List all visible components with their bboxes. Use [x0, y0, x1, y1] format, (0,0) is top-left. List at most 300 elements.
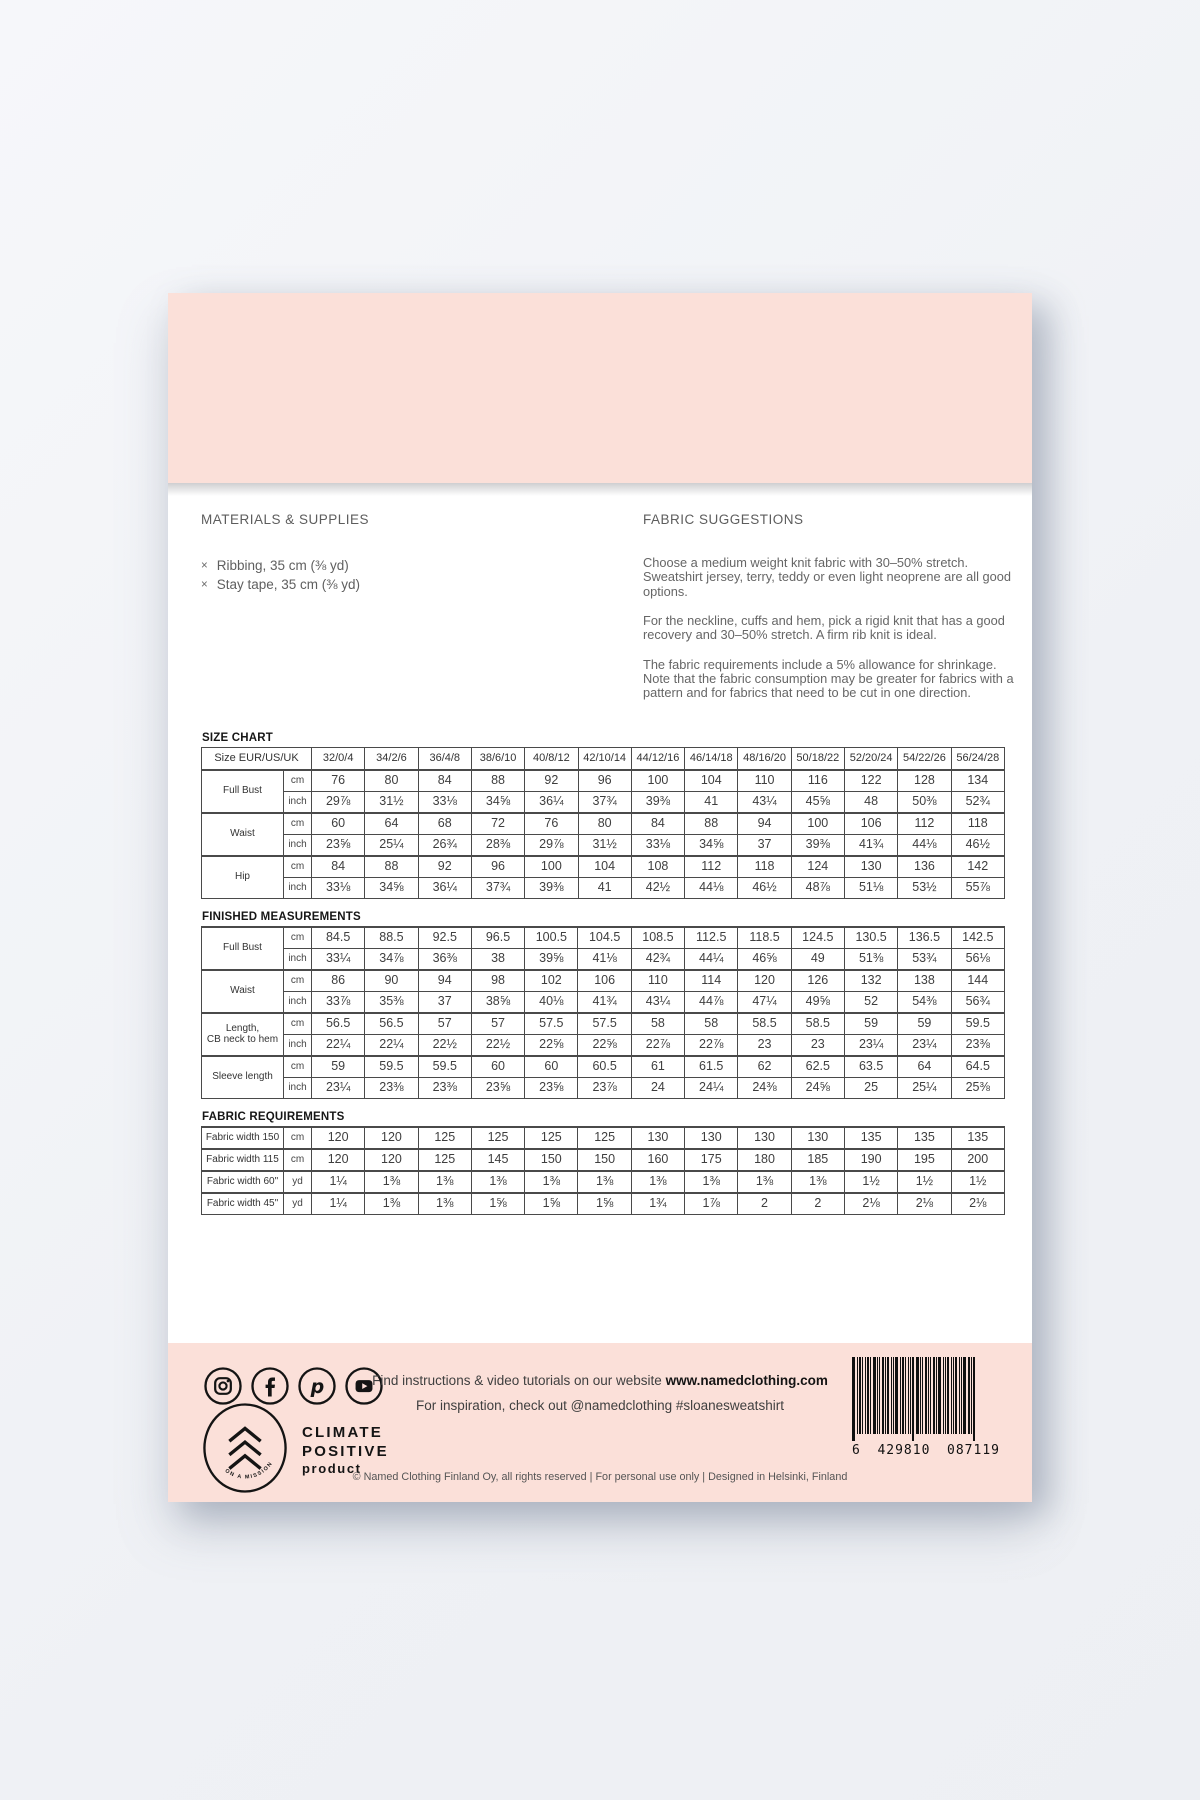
value-cell: 48⅞: [791, 878, 844, 899]
barcode-bars: [852, 1357, 1000, 1441]
value-cell: 31½: [578, 835, 631, 857]
value-cell: 22¼: [312, 1035, 365, 1057]
table-row: [202, 878, 1005, 899]
value-cell: 33¼: [312, 949, 365, 971]
table-row: [202, 1078, 1005, 1099]
size-header-cell: 42/10/14: [578, 748, 631, 771]
value-cell: 22⅞: [685, 1035, 738, 1057]
value-cell: 22⅞: [631, 1035, 684, 1057]
barcode-digit-group: 087119: [947, 1443, 1000, 1458]
value-cell: 76: [525, 813, 578, 835]
value-cell: 59.5: [951, 1013, 1004, 1035]
value-cell: 1⅜: [418, 1171, 471, 1193]
value-cell: 56.5: [365, 1013, 418, 1035]
footer-band: [168, 1343, 1032, 1502]
value-cell: 35⅜: [365, 992, 418, 1014]
unit-cell: cm: [284, 856, 312, 878]
value-cell: 185: [791, 1149, 844, 1171]
value-cell: 125: [525, 1127, 578, 1149]
value-cell: 28⅜: [471, 835, 524, 857]
value-cell: 31½: [365, 792, 418, 814]
row-label: Full Bust: [202, 770, 284, 813]
barcode-digit-group: 429810: [877, 1443, 931, 1458]
table-row: [202, 1149, 1005, 1171]
value-cell: 23⅝: [471, 1078, 524, 1099]
value-cell: 1¼: [312, 1193, 365, 1215]
value-cell: 130: [685, 1127, 738, 1149]
value-cell: 37¾: [578, 792, 631, 814]
value-cell: 1⅝: [578, 1193, 631, 1215]
table-row: [202, 813, 1005, 835]
value-cell: 100: [631, 770, 684, 792]
value-cell: 58: [685, 1013, 738, 1035]
value-cell: 40⅛: [525, 992, 578, 1014]
table-row: [202, 1056, 1005, 1078]
value-cell: 43¼: [738, 792, 791, 814]
value-cell: 58.5: [738, 1013, 791, 1035]
unit-cell: cm: [284, 1056, 312, 1078]
value-cell: 112: [898, 813, 951, 835]
value-cell: 142.5: [951, 927, 1004, 949]
value-cell: 150: [525, 1149, 578, 1171]
value-cell: 136.5: [898, 927, 951, 949]
value-cell: 98: [471, 970, 524, 992]
cover-band-shadow: [168, 483, 1032, 496]
value-cell: 112: [685, 856, 738, 878]
value-cell: 130.5: [844, 927, 897, 949]
value-cell: 59: [844, 1013, 897, 1035]
value-cell: 42½: [631, 878, 684, 899]
value-cell: 56¾: [951, 992, 1004, 1014]
value-cell: 106: [844, 813, 897, 835]
value-cell: 76: [312, 770, 365, 792]
value-cell: 38⅝: [471, 992, 524, 1014]
value-cell: 34⅞: [365, 949, 418, 971]
value-cell: 135: [951, 1127, 1004, 1149]
value-cell: 134: [951, 770, 1004, 792]
value-cell: 41¾: [844, 835, 897, 857]
value-cell: 37: [738, 835, 791, 857]
value-cell: 2⅛: [844, 1193, 897, 1215]
value-cell: 60: [525, 1056, 578, 1078]
size-header-cell: 52/20/24: [844, 748, 897, 771]
value-cell: 106: [578, 970, 631, 992]
value-cell: 2⅛: [898, 1193, 951, 1215]
materials-title: MATERIALS & SUPPLIES: [201, 512, 370, 527]
value-cell: 42¾: [631, 949, 684, 971]
value-cell: 125: [418, 1127, 471, 1149]
value-cell: 1½: [898, 1171, 951, 1193]
value-cell: 62: [738, 1056, 791, 1078]
measurement-tables: [201, 720, 1005, 1215]
value-cell: 51⅛: [844, 878, 897, 899]
value-cell: 92: [525, 770, 578, 792]
value-cell: 1⅜: [791, 1171, 844, 1193]
value-cell: 1¾: [631, 1193, 684, 1215]
value-cell: 41: [578, 878, 631, 899]
row-label: Length, CB neck to hem: [202, 1013, 284, 1056]
value-cell: 23⅞: [578, 1078, 631, 1099]
value-cell: 100.5: [525, 927, 578, 949]
value-cell: 1⅜: [471, 1171, 524, 1193]
value-cell: 45⅝: [791, 792, 844, 814]
value-cell: 88: [471, 770, 524, 792]
value-cell: 61: [631, 1056, 684, 1078]
value-cell: 24⅝: [791, 1078, 844, 1099]
row-label: Fabric width 60": [202, 1171, 284, 1193]
value-cell: 104.5: [578, 927, 631, 949]
value-cell: 110: [631, 970, 684, 992]
value-cell: 96: [471, 856, 524, 878]
value-cell: 118: [738, 856, 791, 878]
value-cell: 46½: [951, 835, 1004, 857]
value-cell: 56⅛: [951, 949, 1004, 971]
value-cell: 142: [951, 856, 1004, 878]
value-cell: 36⅜: [418, 949, 471, 971]
value-cell: 145: [471, 1149, 524, 1171]
value-cell: 124: [791, 856, 844, 878]
value-cell: 46⅝: [738, 949, 791, 971]
unit-cell: inch: [284, 992, 312, 1014]
value-cell: 54⅜: [898, 992, 951, 1014]
value-cell: 118: [951, 813, 1004, 835]
climate-logo-text: CLIMATE POSITIVE product: [302, 1424, 389, 1476]
value-cell: 1¼: [312, 1171, 365, 1193]
value-cell: 49: [791, 949, 844, 971]
value-cell: 25: [844, 1078, 897, 1099]
footer-text: [348, 1373, 852, 1413]
unit-cell: cm: [284, 770, 312, 792]
value-cell: 1⅜: [631, 1171, 684, 1193]
size-chart-table: [201, 747, 1005, 899]
value-cell: 1⅞: [685, 1193, 738, 1215]
paragraph: Choose a medium weight knit fabric with 30–50% stretch. Sweatshirt jersey, terry, teddy or even light neoprene are all good options.: [643, 555, 1011, 599]
fabric-requirements-table: [201, 1126, 1005, 1215]
value-cell: 102: [525, 970, 578, 992]
value-cell: 1⅝: [471, 1193, 524, 1215]
value-cell: 92: [418, 856, 471, 878]
value-cell: 2: [791, 1193, 844, 1215]
value-cell: 135: [898, 1127, 951, 1149]
value-cell: 180: [738, 1149, 791, 1171]
value-cell: 33⅛: [418, 792, 471, 814]
value-cell: 1⅜: [365, 1193, 418, 1215]
facebook-icon: [251, 1367, 289, 1405]
value-cell: 50⅜: [898, 792, 951, 814]
value-cell: 80: [578, 813, 631, 835]
pinterest-icon: [298, 1367, 336, 1405]
value-cell: 122: [844, 770, 897, 792]
value-cell: 23¼: [312, 1078, 365, 1099]
size-header-cell: 54/22/26: [898, 748, 951, 771]
value-cell: 120: [312, 1149, 365, 1171]
value-cell: 33⅛: [631, 835, 684, 857]
size-header-cell: 34/2/6: [365, 748, 418, 771]
value-cell: 23¼: [844, 1035, 897, 1057]
copyright-line: © Named Clothing Finland Oy, all rights reserved | For personal use only | Designed in Helsinki, Finland: [352, 1471, 848, 1483]
value-cell: 72: [471, 813, 524, 835]
value-cell: 24¼: [685, 1078, 738, 1099]
value-cell: 24: [631, 1078, 684, 1099]
value-cell: 64.5: [951, 1056, 1004, 1078]
value-cell: 22¼: [365, 1035, 418, 1057]
value-cell: 44⅛: [898, 835, 951, 857]
value-cell: 68: [418, 813, 471, 835]
value-cell: 33⅛: [312, 878, 365, 899]
value-cell: 23: [791, 1035, 844, 1057]
value-cell: 195: [898, 1149, 951, 1171]
value-cell: 64: [898, 1056, 951, 1078]
size-header-cell: 50/18/22: [791, 748, 844, 771]
value-cell: 150: [578, 1149, 631, 1171]
value-cell: 120: [312, 1127, 365, 1149]
value-cell: 25¼: [365, 835, 418, 857]
materials-item: × Stay tape, 35 cm (⅜ yd): [201, 577, 361, 593]
fabric-requirements-title: FABRIC REQUIREMENTS: [202, 1111, 345, 1123]
value-cell: 60: [471, 1056, 524, 1078]
table-row: [202, 1171, 1005, 1193]
paragraph: The fabric requirements include a 5% allowance for shrinkage. Note that the fabric consumption may be greater for fabrics with a pattern and for fabrics that need to be cut in one direction.: [643, 656, 1014, 701]
value-cell: 100: [525, 856, 578, 878]
value-cell: 53½: [898, 878, 951, 899]
value-cell: 39⅜: [791, 835, 844, 857]
value-cell: 84.5: [312, 927, 365, 949]
value-cell: 108.5: [631, 927, 684, 949]
size-header-cell: 46/14/18: [685, 748, 738, 771]
value-cell: 53¾: [898, 949, 951, 971]
value-cell: 135: [844, 1127, 897, 1149]
paragraph: For the neckline, cuffs and hem, pick a rigid knit that has a good recovery and 30–50% stretch. A firm rib knit is ideal.: [643, 612, 1005, 643]
finished-measurements-table: [201, 926, 1005, 1099]
value-cell: 23⅜: [418, 1078, 471, 1099]
value-cell: 136: [898, 856, 951, 878]
value-cell: 23: [738, 1035, 791, 1057]
value-cell: 34⅝: [471, 792, 524, 814]
climate-positive-logo: [201, 1401, 389, 1500]
value-cell: 47¼: [738, 992, 791, 1014]
value-cell: 23¼: [898, 1035, 951, 1057]
value-cell: 23⅝: [525, 1078, 578, 1099]
row-label: Hip: [202, 856, 284, 899]
unit-cell: cm: [284, 927, 312, 949]
table-row: [202, 1035, 1005, 1057]
unit-cell: cm: [284, 1149, 312, 1171]
value-cell: 84: [312, 856, 365, 878]
value-cell: 22½: [471, 1035, 524, 1057]
value-cell: 57.5: [525, 1013, 578, 1035]
value-cell: 36¼: [525, 792, 578, 814]
value-cell: 104: [685, 770, 738, 792]
value-cell: 94: [418, 970, 471, 992]
value-cell: 49⅝: [791, 992, 844, 1014]
value-cell: 55⅞: [951, 878, 1004, 899]
value-cell: 59: [312, 1056, 365, 1078]
value-cell: 130: [738, 1127, 791, 1149]
value-cell: 86: [312, 970, 365, 992]
unit-cell: cm: [284, 1127, 312, 1149]
table-row: [202, 970, 1005, 992]
value-cell: 51⅜: [844, 949, 897, 971]
value-cell: 57.5: [578, 1013, 631, 1035]
climate-arc-text: ON A MISSION: [223, 1460, 275, 1481]
size-header-cell: 36/4/8: [418, 748, 471, 771]
value-cell: 23⅝: [312, 835, 365, 857]
value-cell: 1⅜: [365, 1171, 418, 1193]
value-cell: 60: [312, 813, 365, 835]
value-cell: 44⅞: [685, 992, 738, 1014]
value-cell: 33⅞: [312, 992, 365, 1014]
value-cell: 29⅞: [525, 835, 578, 857]
website-line: Find instructions & video tutorials on our website www.namedclothing.com: [372, 1373, 828, 1388]
unit-cell: yd: [284, 1193, 312, 1215]
value-cell: 110: [738, 770, 791, 792]
value-cell: 59.5: [418, 1056, 471, 1078]
value-cell: 88.5: [365, 927, 418, 949]
table-row: [202, 792, 1005, 814]
value-cell: 160: [631, 1149, 684, 1171]
value-cell: 84: [631, 813, 684, 835]
table-row: [202, 992, 1005, 1014]
value-cell: 126: [791, 970, 844, 992]
table-row: [202, 770, 1005, 792]
instagram-icon: [204, 1367, 242, 1405]
unit-cell: inch: [284, 1078, 312, 1099]
table-row: [202, 835, 1005, 857]
value-cell: 63.5: [844, 1056, 897, 1078]
value-cell: 62.5: [791, 1056, 844, 1078]
value-cell: 23⅜: [365, 1078, 418, 1099]
value-cell: 41⅛: [578, 949, 631, 971]
size-header-cell: 56/24/28: [951, 748, 1004, 771]
value-cell: 90: [365, 970, 418, 992]
value-cell: 200: [951, 1149, 1004, 1171]
unit-cell: cm: [284, 813, 312, 835]
unit-cell: inch: [284, 835, 312, 857]
inspiration-line: For inspiration, check out @namedclothing #sloanesweatshirt: [416, 1398, 784, 1413]
value-cell: 130: [844, 856, 897, 878]
table-row: [202, 927, 1005, 949]
unit-cell: inch: [284, 1035, 312, 1057]
value-cell: 46½: [738, 878, 791, 899]
value-cell: 175: [685, 1149, 738, 1171]
value-cell: 130: [791, 1127, 844, 1149]
value-cell: 59: [898, 1013, 951, 1035]
size-header-cell: 48/16/20: [738, 748, 791, 771]
value-cell: 41¾: [578, 992, 631, 1014]
value-cell: 22⅝: [525, 1035, 578, 1057]
value-cell: 23⅜: [951, 1035, 1004, 1057]
value-cell: 92.5: [418, 927, 471, 949]
value-cell: 25⅜: [951, 1078, 1004, 1099]
value-cell: 112.5: [685, 927, 738, 949]
value-cell: 1⅜: [418, 1193, 471, 1215]
value-cell: 44⅛: [685, 878, 738, 899]
size-header-cell: 44/12/16: [631, 748, 684, 771]
value-cell: 96: [578, 770, 631, 792]
value-cell: 37¾: [471, 878, 524, 899]
value-cell: 144: [951, 970, 1004, 992]
value-cell: 52¾: [951, 792, 1004, 814]
value-cell: 43¼: [631, 992, 684, 1014]
value-cell: 58.5: [791, 1013, 844, 1035]
fabric-suggestions-text: [643, 556, 1015, 701]
value-cell: 1⅝: [525, 1193, 578, 1215]
value-cell: 61.5: [685, 1056, 738, 1078]
value-cell: 100: [791, 813, 844, 835]
value-cell: 39⅜: [525, 878, 578, 899]
value-cell: 22⅝: [578, 1035, 631, 1057]
row-label: Fabric width 115: [202, 1149, 284, 1171]
barcode-digits: [852, 1443, 1000, 1458]
size-header-cell: 38/6/10: [471, 748, 524, 771]
row-label: Fabric width 45": [202, 1193, 284, 1215]
value-cell: 36¼: [418, 878, 471, 899]
materials-item: × Ribbing, 35 cm (⅜ yd): [201, 558, 349, 573]
value-cell: 94: [738, 813, 791, 835]
value-cell: 120: [738, 970, 791, 992]
value-cell: 60.5: [578, 1056, 631, 1078]
value-cell: 96.5: [471, 927, 524, 949]
value-cell: 1½: [844, 1171, 897, 1193]
svg-text:p: p: [310, 1375, 325, 1398]
value-cell: 41: [685, 792, 738, 814]
pattern-back-sheet: [168, 293, 1032, 1502]
value-cell: 124.5: [791, 927, 844, 949]
barcode-digit-group: 6: [852, 1443, 861, 1458]
value-cell: 34⅝: [685, 835, 738, 857]
value-cell: 1⅜: [685, 1171, 738, 1193]
value-cell: 125: [471, 1127, 524, 1149]
size-header-cell: 40/8/12: [525, 748, 578, 771]
table-row: [202, 1013, 1005, 1035]
cover-band: [168, 293, 1032, 483]
value-cell: 120: [365, 1127, 418, 1149]
climate-logo-mark: [201, 1401, 289, 1500]
size-header-cell: 32/0/4: [312, 748, 365, 771]
table-row: [202, 949, 1005, 971]
value-cell: 2⅛: [951, 1193, 1004, 1215]
value-cell: 1⅜: [525, 1171, 578, 1193]
value-cell: 108: [631, 856, 684, 878]
unit-cell: inch: [284, 949, 312, 971]
value-cell: 34⅝: [365, 878, 418, 899]
value-cell: 29⅞: [312, 792, 365, 814]
value-cell: 38: [471, 949, 524, 971]
finished-measurements-title: FINISHED MEASUREMENTS: [202, 911, 361, 923]
value-cell: 37: [418, 992, 471, 1014]
value-cell: 125: [578, 1127, 631, 1149]
value-cell: 39⅜: [631, 792, 684, 814]
value-cell: 48: [844, 792, 897, 814]
row-label: Waist: [202, 813, 284, 856]
row-label: Sleeve length: [202, 1056, 284, 1099]
unit-cell: inch: [284, 878, 312, 899]
value-cell: 25¼: [898, 1078, 951, 1099]
website-url: www.namedclothing.com: [665, 1373, 828, 1388]
materials-list: [201, 556, 561, 595]
row-label: Waist: [202, 970, 284, 1013]
size-header-row: Size EUR/US/UK 32/0/4 34/2/6 36/4/8 38/6/10 40/8/12 42/10/14 44/12/16 46/14/18 48/16/20 50/18/22 52/20/24 54/22/26 56/24/28: [202, 748, 1005, 771]
value-cell: 88: [685, 813, 738, 835]
value-cell: 1⅜: [578, 1171, 631, 1193]
unit-cell: cm: [284, 970, 312, 992]
unit-cell: yd: [284, 1171, 312, 1193]
value-cell: 1½: [951, 1171, 1004, 1193]
value-cell: 57: [471, 1013, 524, 1035]
value-cell: 59.5: [365, 1056, 418, 1078]
fabric-suggestions-section: [643, 512, 1015, 716]
value-cell: 2: [738, 1193, 791, 1215]
